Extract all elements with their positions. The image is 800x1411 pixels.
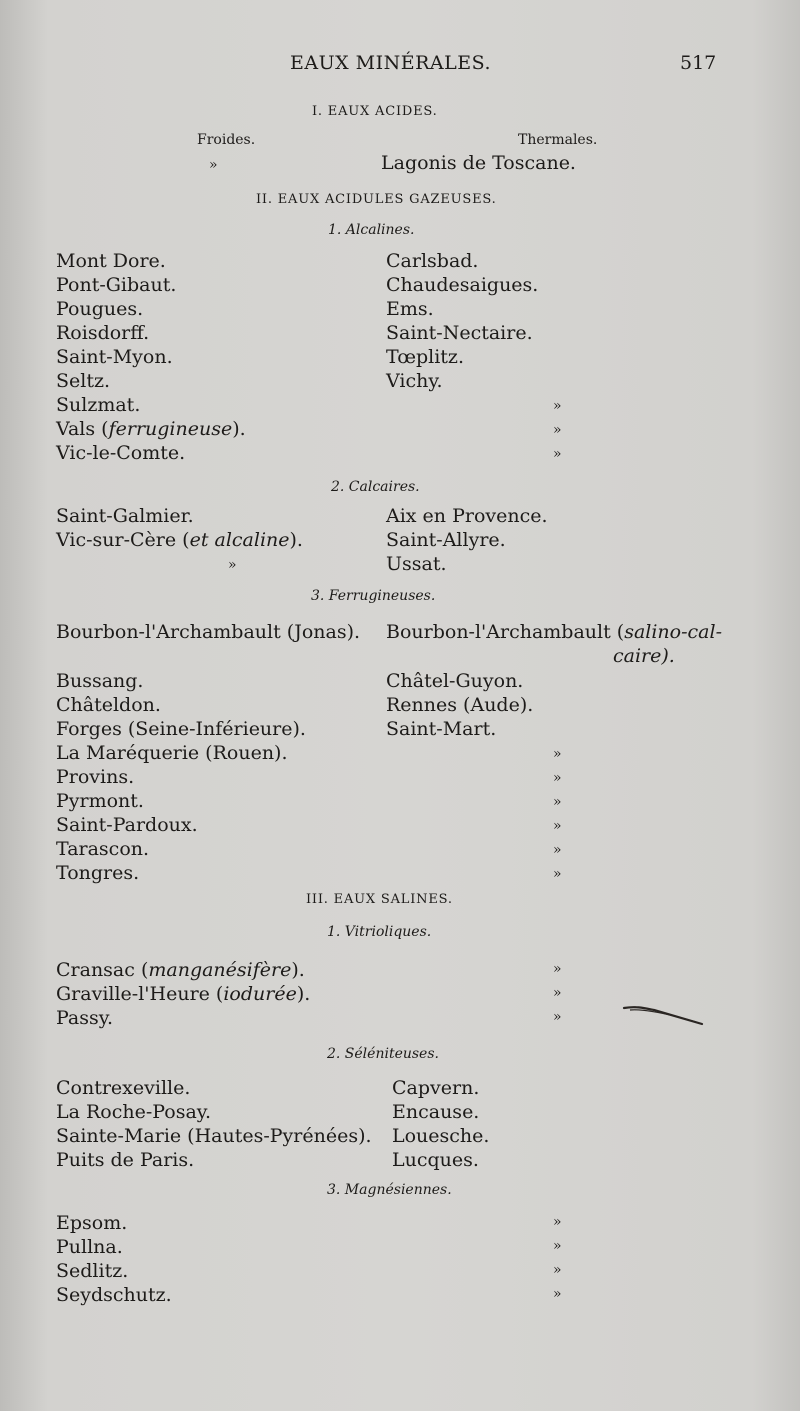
entry-right: Bourbon-l'Archambault (salino-cal- bbox=[386, 621, 722, 643]
ditto-mark: » bbox=[553, 398, 562, 414]
subsection-title-vitrioliques: 1. Vitrioliques. bbox=[327, 924, 432, 940]
subsection-title-magnesiennes: 3. Magnésiennes. bbox=[327, 1182, 452, 1198]
entry-left: Saint-Pardoux. bbox=[56, 814, 198, 836]
ditto-mark: » bbox=[553, 866, 562, 882]
entry-left: Pyrmont. bbox=[56, 790, 144, 812]
section-title-salines: III. EAUX SALINES. bbox=[306, 892, 453, 907]
entry-left: Vic-sur-Cère (et alcaline). bbox=[56, 529, 303, 551]
entry-left: Forges (Seine-Inférieure). bbox=[56, 718, 306, 740]
entry-left: Pont-Gibaut. bbox=[56, 274, 177, 296]
entry-left: Sedlitz. bbox=[56, 1260, 129, 1282]
section-title-acides: I. EAUX ACIDES. bbox=[312, 104, 438, 119]
pen-mark-icon bbox=[622, 1000, 712, 1030]
entry-left: Puits de Paris. bbox=[56, 1149, 195, 1171]
ditto-mark: » bbox=[553, 746, 562, 762]
ditto-mark: » bbox=[553, 1009, 562, 1025]
entry-left: Vic-le-Comte. bbox=[56, 442, 186, 464]
ditto-mark: » bbox=[553, 1238, 562, 1254]
subsection-title-seleniteuses: 2. Séléniteuses. bbox=[327, 1046, 439, 1062]
ditto-mark: » bbox=[553, 818, 562, 834]
entry-left: Vals (ferrugineuse). bbox=[56, 418, 246, 440]
ditto-mark: » bbox=[553, 1262, 562, 1278]
entry-left: Pougues. bbox=[56, 298, 144, 320]
entry-right-continuation: caire). bbox=[613, 645, 675, 667]
entry-left: Bussang. bbox=[56, 670, 144, 692]
ditto-mark: » bbox=[209, 157, 218, 173]
subsection-title-ferrugineuses: 3. Ferrugineuses. bbox=[311, 588, 436, 604]
entry-right: Aix en Provence. bbox=[386, 505, 548, 527]
entry-left: Bourbon-l'Archambault (Jonas). bbox=[56, 621, 361, 643]
subsection-title-calcaires: 2. Calcaires. bbox=[331, 479, 420, 495]
page-number: 517 bbox=[680, 52, 717, 74]
ditto-mark: » bbox=[553, 446, 562, 462]
entry-right: Ussat. bbox=[386, 553, 447, 575]
ditto-mark: » bbox=[553, 1286, 562, 1302]
entry-right: Rennes (Aude). bbox=[386, 694, 534, 716]
entry-left: Tarascon. bbox=[56, 838, 150, 860]
entry-left: Passy. bbox=[56, 1007, 114, 1029]
ditto-mark: » bbox=[553, 422, 562, 438]
entry-right: Ems. bbox=[386, 298, 434, 320]
entry-left: Pullna. bbox=[56, 1236, 123, 1258]
ditto-mark: » bbox=[553, 842, 562, 858]
entry-right: Encause. bbox=[392, 1101, 480, 1123]
entry-right: Saint-Allyre. bbox=[386, 529, 506, 551]
entry-right: Chaudesaigues. bbox=[386, 274, 539, 296]
entry-left: La Maréquerie (Rouen). bbox=[56, 742, 288, 764]
entry-right: Tœplitz. bbox=[386, 346, 464, 368]
entry-right: Capvern. bbox=[392, 1077, 480, 1099]
entry-right: Saint-Mart. bbox=[386, 718, 497, 740]
entry-left: Seydschutz. bbox=[56, 1284, 172, 1306]
entry-left: Saint-Myon. bbox=[56, 346, 173, 368]
entry-left: La Roche-Posay. bbox=[56, 1101, 212, 1123]
entry-right: Lucques. bbox=[392, 1149, 479, 1171]
ditto-mark: » bbox=[228, 557, 237, 573]
entry-left: Sulzmat. bbox=[56, 394, 141, 416]
entry-left: Mont Dore. bbox=[56, 250, 166, 272]
entry-right: Vichy. bbox=[386, 370, 443, 392]
entry-right: Louesche. bbox=[392, 1125, 490, 1147]
entry-right: Châtel-Guyon. bbox=[386, 670, 524, 692]
ditto-mark: » bbox=[553, 1214, 562, 1230]
ditto-mark: » bbox=[553, 985, 562, 1001]
column-head-froides: Froides. bbox=[197, 132, 256, 148]
ditto-mark: » bbox=[553, 961, 562, 977]
entry-right: Saint-Nectaire. bbox=[386, 322, 533, 344]
section-title-acidules: II. EAUX ACIDULES GAZEUSES. bbox=[256, 192, 497, 207]
entry-left: Cransac (manganésifère). bbox=[56, 959, 305, 981]
entry-left: Provins. bbox=[56, 766, 135, 788]
entry-left: Seltz. bbox=[56, 370, 111, 392]
entry-left: Graville-l'Heure (iodurée). bbox=[56, 983, 311, 1005]
subsection-title-alcalines: 1. Alcalines. bbox=[328, 222, 415, 238]
ditto-mark: » bbox=[553, 770, 562, 786]
ditto-mark: » bbox=[553, 794, 562, 810]
entry-right: Carlsbad. bbox=[386, 250, 479, 272]
entry-left: Roisdorff. bbox=[56, 322, 150, 344]
entry-left: Châteldon. bbox=[56, 694, 161, 716]
entry-left: Epsom. bbox=[56, 1212, 128, 1234]
entry-left: Tongres. bbox=[56, 862, 140, 884]
running-header: EAUX MINÉRALES. bbox=[290, 52, 492, 74]
column-head-thermales: Thermales. bbox=[518, 132, 598, 148]
entry-left: Contrexeville. bbox=[56, 1077, 191, 1099]
entry-left: Saint-Galmier. bbox=[56, 505, 194, 527]
entry-left: Sainte-Marie (Hautes-Pyrénées). bbox=[56, 1125, 372, 1147]
entry-right: Lagonis de Toscane. bbox=[381, 152, 576, 174]
